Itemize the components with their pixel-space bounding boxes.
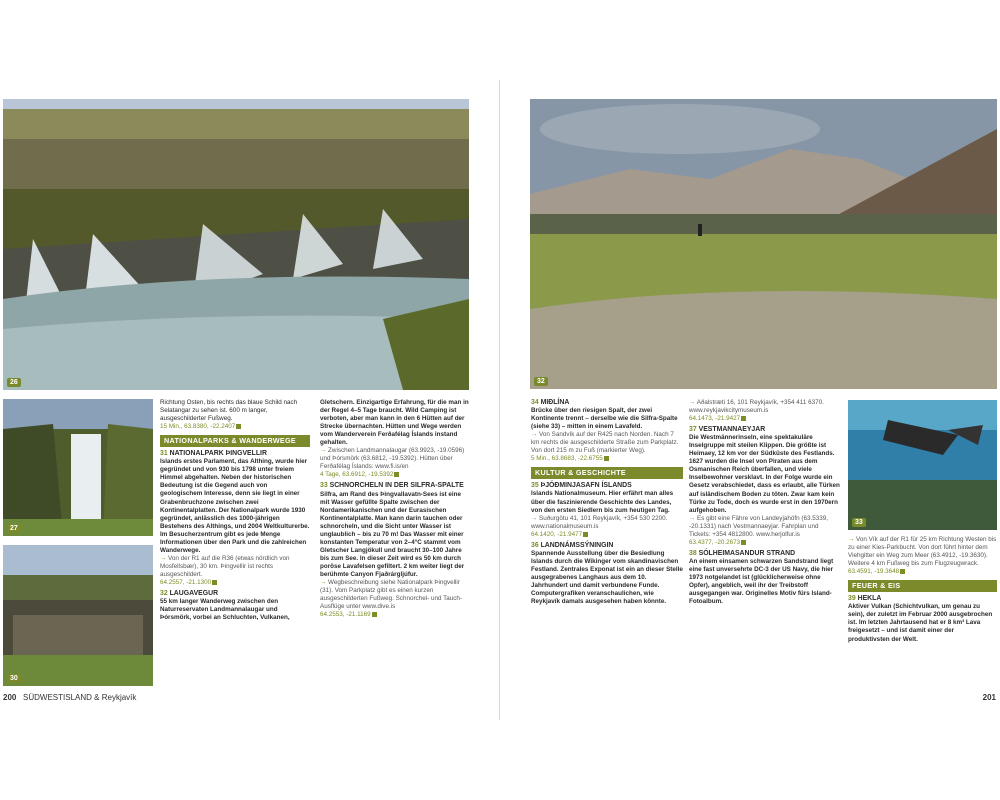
arrow-icon: → [689, 399, 696, 406]
column-a [160, 399, 310, 622]
entry-37-text: Die Westmännerinseln, eine spektakuläre Inselgruppe mit steilen Klippen. Die größte ist Heimaey, 12 km vor der Südküste des Festlands. 1627 wurden die Insel von Piraten aus dem Osmanischen Reich überfallen, und viele Inselbewohner versklavt. In der Folge wurde ein Gesetz verabschiedet, dass es erlaubt, alle Türken auf isländischem Boden zu töten. Zwar kam kein Türke zu Tode, doch es wurde erst in den 1970ern aufgehoben. [689, 434, 840, 514]
photo-number-badge: 32 [534, 377, 548, 386]
map-icon [741, 540, 746, 545]
entry-38-text: An einem einsamen schwarzen Sandstrand liegt eine fast unversehrte DC-3 der US Navy, die hier 1973 notgelandet ist (glücklicherweise ohne Opfer), angeblich, weil ihr der Treibstoff ausgegangen war. Originelles Motiv fürs Island-Fotoalbum. [689, 557, 834, 606]
footer-right [983, 693, 996, 702]
page-number-left: 200 [3, 693, 17, 702]
page-gutter [499, 80, 500, 720]
entry-31-coords: 64.2557, -21.1300 [160, 578, 212, 586]
entry-34-text: Brücke über den riesigen Spalt, der zwei Kontinente trennt – derselbe wie die Silfra-Spalte (siehe 33) – mitten in einem Lavafeld. [531, 407, 678, 431]
entry-35-heading [531, 482, 683, 490]
map-icon [372, 612, 377, 617]
photo-number-badge: 26 [7, 378, 21, 387]
entry-number: 31 [160, 450, 168, 458]
map-icon [604, 456, 609, 461]
footer-left [3, 693, 136, 702]
entry-32-directions: Zwischen Landmannalaugar (63.9923, -19.0596) und Þórsmörk (63.6812, -19.5392). Hütten über Ferðafélag Íslands: www.fi.is/en [320, 447, 465, 471]
arrow-icon: → [320, 579, 327, 587]
map-icon [236, 424, 241, 429]
entry-37-directions: Es gibt eine Fähre von Landeyjahöfn (63.5339, -20.1331) nach Vestmannaeyjar. Fahrplan und Tickets: +354 4812800. www.herjolfur.is [689, 514, 828, 538]
entry-39-heading [848, 595, 997, 603]
entry-35-text: Islands Nationalmuseum. Hier erfährt man alles über die faszinierende Geschichte des Landes, von den ersten Siedlern bis zum heutigen Tag. [531, 490, 674, 514]
column-c [531, 399, 683, 606]
photo-landmannalaugar [530, 99, 997, 389]
entry-36-coords: 64.1473, -21.9427 [689, 415, 741, 423]
photo-skogafoss [3, 399, 153, 536]
arrow-icon: → [531, 514, 538, 522]
entry-number: 36 [531, 541, 539, 549]
entry-title: LAUGAVEGUR [169, 590, 219, 598]
entry-title: VESTMANNAEYJAR [698, 426, 766, 434]
entry-title: NATIONALPARK ÞINGVELLIR [169, 450, 267, 458]
column-e [848, 536, 997, 644]
map-icon [741, 416, 746, 421]
entry-37-coords: 63.4377, -20.2673 [689, 538, 741, 546]
map-icon [394, 472, 399, 477]
photo-number-badge: 27 [7, 524, 21, 533]
entry-number: 34 [531, 399, 539, 406]
section-heading-feuer: FEUER & EIS [848, 580, 997, 592]
entry-title: ÞJÓÐMINJASAFN ÍSLANDS [540, 482, 632, 490]
entry-34-coords: 5 Min., 63.8683, -22.6755 [531, 455, 603, 463]
intro-coords: 15 Min., 63.8380, -22.2407 [160, 423, 236, 431]
intro-text: Richtung Osten, bis rechts das blaue Schild nach Selatangar zu sehen ist. 600 m langer, ausgeschilderter Fußweg. [160, 399, 298, 423]
section-heading-nationalparks: NATIONALPARKS & WANDERWEGE [160, 435, 310, 447]
entry-number: 32 [160, 590, 168, 598]
map-icon [583, 532, 588, 537]
entry-title: LANDNÁMSSÝNINGIN [540, 541, 614, 549]
entry-33-directions: Wegbeschreibung siehe Nationalpark Þingvellir (31). Vom Parkplatz gibt es einen kurzen ausgeschilderten Fußweg. Schnorchel- und Tauch-Ausflüge unter www.dive.is [320, 579, 462, 611]
entry-33-heading [320, 482, 470, 490]
arrow-icon: → [160, 554, 167, 562]
entry-35-coords: 64.1420, -21.9477 [531, 530, 583, 538]
entry-number: 37 [689, 426, 697, 434]
entry-36-text: Spannende Ausstellung über die Besiedlung Islands durch die Wikinger vom skandinavischen Festland. Zentrales Exponat ist ein an dieser Stelle ausgegrabenes Langhaus aus dem 10. Jahrhundert und damit verbundene Funde. Computergrafiken veranschaulichen, wie Reykjavík damals ausgesehen haben könnte. [531, 549, 683, 606]
entry-36-directions: Aðalstræti 16, 101 Reykjavík, +354 411 6370. www.reykjavikcitymuseum.is [689, 399, 824, 415]
running-title: SÜDWESTISLAND & Reykjavík [23, 693, 137, 702]
entry-34-heading [531, 399, 683, 407]
entry-38-directions: Von Vík auf der R1 für 25 km Richtung Westen bis zu einer Kies-Parkbucht. Von dort führt hinter dem Viehgitter ein Weg zum Meer (63.4912, -19.3630). Weitere 4 km Fußweg bis zum Flugzeugwrack. [848, 536, 997, 568]
entry-number: 38 [689, 549, 697, 557]
entry-37-heading [689, 426, 841, 434]
photo-number-badge: 33 [852, 518, 866, 527]
entry-title: MIÐLÍNA [540, 399, 570, 406]
photo-number-badge: 30 [7, 674, 21, 683]
column-d [689, 399, 841, 606]
photo-hraunfossar [3, 99, 469, 390]
entry-38-heading [689, 550, 841, 558]
entry-title: SCHNORCHELN IN DER SILFRA-SPALTE [329, 482, 464, 490]
entry-title: SÓLHEIMASANDUR STRAND [698, 549, 796, 557]
entry-number: 35 [531, 482, 539, 490]
entry-32-text: 55 km langer Wanderweg zwischen den Naturreservaten Landmannalaugar und Þórsmörk, vorbei an Schluchten, Vulkanen, [160, 598, 290, 622]
arrow-icon: → [689, 514, 696, 522]
map-icon [212, 580, 217, 585]
entry-33-coords: 64.2553, -21.1169 [320, 611, 371, 619]
entry-39-text: Aktiver Vulkan (Schichtvulkan, um genau zu sein), der zuletzt im Februar 2000 ausgebrochen ist. Im letzten Jahrtausend hat er 8 km³ Lava freigesetzt – und ist damit einer der produktivsten der Welt. [848, 603, 993, 643]
entry-38-coords: 63.4591, -19.3648 [848, 568, 900, 576]
entry-32-text-cont: Gletschern. Einzigartige Erfahrung, für die man in der Regel 4–5 Tage braucht. Wild Camping ist verboten, aber man kann in den 6 Hütten auf der Strecke übernachten. Hütten und Wege werden vom Wanderverein Ferðafélag Íslands instand gehalten. [320, 399, 469, 447]
entry-31-heading [160, 450, 310, 458]
photo-laugavegur [3, 545, 153, 686]
entry-number: 33 [320, 482, 328, 490]
arrow-icon: → [320, 447, 327, 455]
page-number-right: 201 [982, 693, 996, 702]
entry-number: 39 [848, 595, 856, 603]
entry-32-heading [160, 590, 310, 598]
section-heading-kultur: KULTUR & GESCHICHTE [531, 467, 683, 479]
entry-34-directions: Von Sandvík auf der R425 nach Norden. Nach 7 km rechts die ausgeschilderte Straße zum Parkplatz. Von dort 215 m zu Fuß (markierter Weg). [531, 431, 679, 455]
entry-33-text: Silfra, am Rand des Þingvallavatn-Sees ist eine mit Wasser gefüllte Spalte zwischen der Nordamerikanischen und der Eurasischen Kontinentalplatte. Man kann darin tauchen oder schnorcheln, und die Sicht unter Wasser ist unglaublich – bis zu 70 m! Das Wasser mit einer konstanten Temperatur von 2–4°C stammt vom Gletscher Langjökull und braucht 30–100 Jahre bis zum See. In dieser Zeit wird es 50 km durch poröse Lavafelsen gefiltert. 2 km weiter liegt der berühmte Canyon Fjaðrárgljúfur. [320, 490, 465, 578]
photo-silfra-snorkel [848, 400, 997, 530]
entry-title: HEKLA [857, 595, 882, 603]
map-icon [900, 569, 905, 574]
entry-31-directions: Von der R1 auf die R36 (etwas nördlich von Mosfellsbær), 30 km. Þingvellir ist rechts ausgeschildert. [160, 554, 290, 578]
column-b [320, 399, 470, 619]
arrow-icon: → [531, 431, 538, 439]
arrow-icon: → [848, 536, 855, 543]
entry-35-directions: Suðurgötu 41, 101 Reykjavík, +354 530 2200. www.nationalmuseum.is [531, 514, 668, 530]
entry-36-heading [531, 542, 683, 550]
entry-31-text: Islands erstes Parlament, das Althing, wurde hier gegründet und von 930 bis 1798 unter freiem Himmel abgehalten. Neben der historischen Bedeutung ist die Gegend auch von geologischem Interesse, denn sie liegt in einer Grabenbruchzone zwischen zwei Kontinentalplatten. Der Nationalpark wurde 1930 gegründet, anlässlich des 1000-jährigen Bestehens des Althings, und 2004 Weltkulturerbe. Im Besucherzentrum gibt es jede Menge Informationen über den Park und die zahlreichen Wanderwege. [160, 458, 310, 554]
entry-32-coords: 4 Tage, 63.6912, -19.5392 [320, 471, 394, 479]
